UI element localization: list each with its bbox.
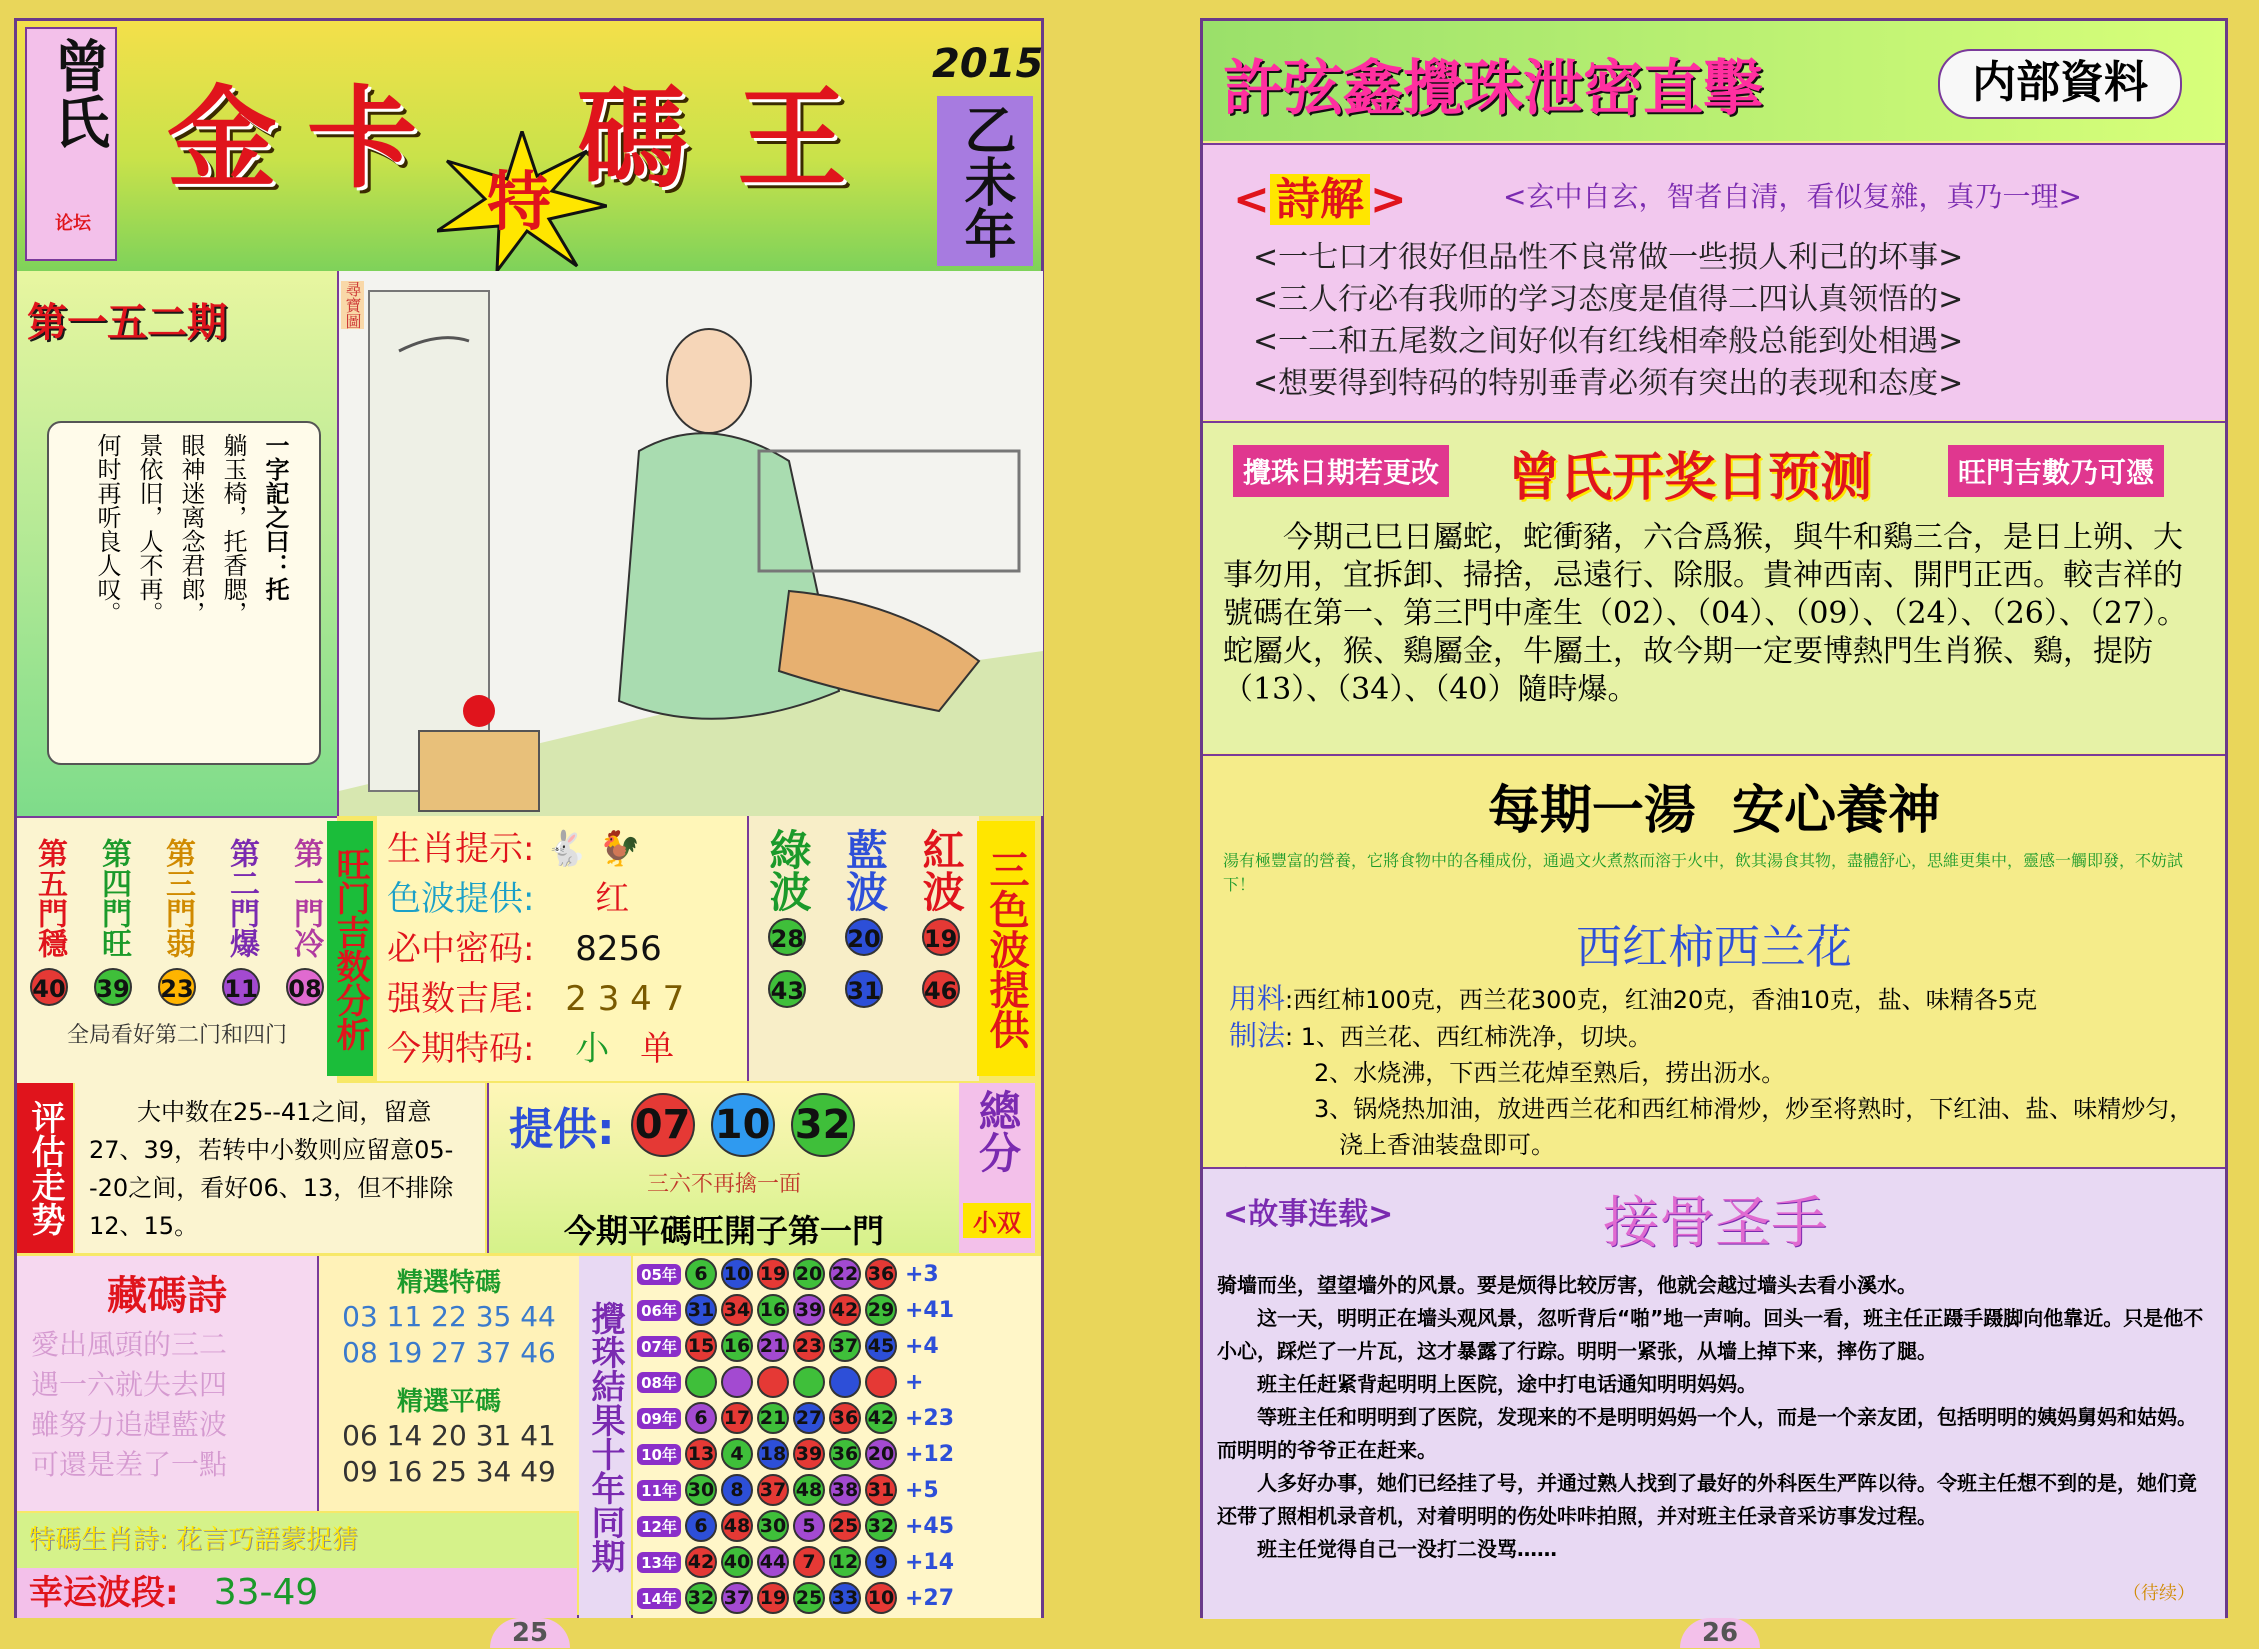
wave-ball: 19 [922, 918, 960, 956]
results-year: 09年 [637, 1408, 681, 1429]
hints-list [377, 816, 747, 1082]
gate-1-ball: 08 [286, 968, 324, 1006]
poem-section [1203, 143, 2225, 420]
results-special: +5 [905, 1477, 939, 1503]
dish-name: 西红柿西兰花 [1576, 920, 1852, 974]
hint-wave-key: 色波提供: [387, 879, 535, 919]
results-special: +12 [905, 1441, 955, 1467]
left-page [14, 18, 1044, 1618]
provide-sub: 三六不再擒一面 [646, 1172, 801, 1197]
results-year: 06年 [637, 1300, 681, 1321]
results-ball: 31 [685, 1294, 717, 1326]
zodiac-line: 特碼生肖詩: 花言巧語蒙捉猜 [17, 1513, 577, 1568]
lady-illustration-icon [339, 271, 1043, 816]
gate-2 [219, 828, 263, 1006]
results-ball: 10 [865, 1582, 897, 1614]
results-ball [757, 1366, 789, 1398]
hidden-poem-line: 雖努力追趕藍波 [31, 1408, 228, 1441]
hints-panel [377, 816, 747, 1081]
results-row [633, 1400, 1041, 1436]
results-ball: 36 [829, 1402, 861, 1434]
provide-panel [487, 1083, 959, 1253]
story-title: 接骨圣手 [1603, 1191, 1827, 1256]
provide-line: 今期平碼旺開子第一門 [563, 1212, 884, 1250]
ingredients-text: :西红柿100克，西兰花300克，红油20克，香油10克，盐、味精各5克 [1285, 986, 2038, 1014]
hint-wave [387, 874, 737, 924]
hint-wave-value: 红 [595, 879, 630, 919]
story-paragraph: 骑墙而坐，望望墙外的风景。要是烦得比较厉害，他就会越过墙头去看小溪水。 [1217, 1273, 1917, 1297]
results-ball: 42 [865, 1402, 897, 1434]
gates-panel [17, 816, 337, 1083]
hint-zodiac-key: 生肖提示: [387, 829, 535, 869]
results-row [633, 1508, 1041, 1544]
poem-tag-text: 詩解 [1270, 174, 1370, 225]
results-ball: 48 [721, 1510, 753, 1542]
results-ball: 42 [829, 1294, 861, 1326]
results-year: 05年 [637, 1264, 681, 1285]
right-page-number: 26 [1680, 1618, 1760, 1648]
results-ball: 39 [793, 1294, 825, 1326]
results-row [633, 1292, 1041, 1328]
results-ball: 20 [793, 1258, 825, 1290]
results-ball: 29 [865, 1294, 897, 1326]
special-pick-line: 08 19 27 37 46 [342, 1336, 556, 1369]
results-ball: 36 [865, 1258, 897, 1290]
wave-ball: 43 [768, 970, 806, 1008]
results-special: +4 [905, 1333, 939, 1359]
gate-2-label: 第二門爆 [224, 838, 259, 958]
soup-title: 每期一湯 安心養神 [1487, 781, 1941, 841]
results-ball: 40 [721, 1546, 753, 1578]
scroll-col-4: 景依旧，人不再。 [135, 433, 163, 625]
results-ball: 6 [685, 1258, 717, 1290]
waves-row-1 [749, 918, 979, 956]
gate-3-ball: 23 [158, 968, 196, 1006]
gate-2-ball: 11 [222, 968, 260, 1006]
results-row [633, 1364, 1041, 1400]
hint-code-key: 必中密码: [387, 929, 535, 969]
gates-row [17, 818, 337, 1006]
results-ball: 27 [793, 1402, 825, 1434]
results-row [633, 1436, 1041, 1472]
method-step: 2、水烧沸，下西兰花焯至熟后，捞出沥水。 [1314, 1059, 1786, 1087]
ingredients [1229, 981, 2199, 1018]
results-ball: 17 [721, 1402, 753, 1434]
gate-4 [91, 828, 135, 1006]
poem-tag: < 詩解 > [1233, 174, 1407, 225]
story-tag: <故事连载> [1223, 1197, 1394, 1232]
header-title: 許弦鑫攪珠泄密直擊 [1223, 54, 1763, 124]
provide-ball: 07 [631, 1093, 695, 1157]
treasure-map-label: 尋寶圖 [343, 281, 362, 329]
results-ball: 12 [829, 1546, 861, 1578]
hidden-poem-lines [17, 1321, 317, 1489]
results-ball: 6 [685, 1510, 717, 1542]
hidden-poem-line: 遇一六就失去四 [31, 1368, 228, 1401]
total-label: 總分 [973, 1089, 1022, 1173]
results-year: 11年 [637, 1480, 681, 1501]
year: 2015 [932, 41, 1044, 87]
tag-left: 攪珠日期若更改 [1233, 445, 1449, 497]
provide-ball: 32 [791, 1093, 855, 1157]
picks-panel [317, 1256, 579, 1511]
results-ball: 7 [793, 1546, 825, 1578]
lucky-band-value: 33-49 [213, 1572, 319, 1613]
results-label: 攪珠結果十年同期 [579, 1256, 631, 1618]
ingredients-label: 用料 [1229, 982, 1286, 1015]
poem-line: <一七口才很好但品性不良常做一些损人利己的坏事> [1253, 240, 1964, 275]
three-wave-label: 三色波提供 [977, 821, 1035, 1076]
provide-row [489, 1083, 959, 1167]
results-special: +14 [905, 1549, 955, 1575]
story-text [1217, 1269, 2207, 1566]
gate-5-label: 第五門穩 [32, 838, 67, 958]
left-header [17, 21, 1044, 271]
results-special: +3 [905, 1261, 939, 1287]
special-char: 特 [487, 166, 551, 240]
results-row [633, 1328, 1041, 1364]
wave-ball: 46 [922, 970, 960, 1008]
results-ball: 18 [757, 1438, 789, 1470]
hint-special-value2: 单 [640, 1029, 675, 1069]
lucky-analysis-label: 旺门吉数分析 [327, 821, 373, 1076]
gate-1 [283, 828, 327, 1006]
waves-panel [747, 816, 979, 1081]
wave-green-header: 綠波 [763, 828, 813, 912]
results-year: 07年 [637, 1336, 681, 1357]
results-ball: 23 [793, 1330, 825, 1362]
results-table [633, 1256, 1041, 1618]
story-paragraph: 班主任赶紧背起明明上医院，途中打电话通知明明妈妈。 [1257, 1372, 1757, 1396]
story-paragraph: 等班主任和明明到了医院，发现来的不是明明妈妈一个人，而是一个亲友团，包括明明的姨妈舅妈和姑妈。而明明的爷爷正在赶来。 [1217, 1405, 2197, 1462]
wave-ball: 28 [768, 918, 806, 956]
hidden-poem-line: 愛出風頭的三二 [31, 1328, 228, 1361]
total-value: 小双 [963, 1203, 1031, 1238]
results-ball [721, 1366, 753, 1398]
results-ball: 32 [685, 1582, 717, 1614]
title-char-2: 卡 [307, 74, 417, 203]
poem-line: <一二和五尾数之间好似有红线相牵般总能到处相遇> [1253, 324, 1964, 359]
right-page [1200, 18, 2228, 1618]
story-paragraph: 这一天，明明正在墙头观风景，忽听背后“啪”地一声响。回头一看，班主任正蹑手蹑脚向他靠近。只是他不小心，踩烂了一片瓦，这才暴露了行踪。明明一紧张，从墙上掉下来，摔伤了腿。 [1217, 1306, 2204, 1363]
hint-special [387, 1024, 737, 1074]
scroll-col-5: 何时再听良人叹。 [93, 433, 121, 625]
right-header [1203, 21, 2225, 141]
waves-row-2 [749, 970, 979, 1008]
results-year: 13年 [637, 1552, 681, 1573]
gate-4-label: 第四門旺 [96, 838, 131, 958]
results-ball: 34 [721, 1294, 753, 1326]
rooster-icon: 🐓 [598, 829, 641, 869]
wave-ball: 20 [845, 918, 883, 956]
results-ball: 30 [757, 1510, 789, 1542]
results-ball: 4 [721, 1438, 753, 1470]
rabbit-icon: 🐇 [545, 829, 588, 869]
trend-label: 评估走势 [17, 1083, 73, 1253]
results-ball: 45 [865, 1330, 897, 1362]
results-ball: 44 [757, 1546, 789, 1578]
waves-headers [749, 816, 979, 912]
wave-red-header: 紅波 [916, 828, 966, 912]
results-year: 14年 [637, 1588, 681, 1609]
results-row [633, 1256, 1041, 1292]
flat-pick-line: 09 16 25 34 49 [342, 1455, 556, 1488]
results-ball: 25 [793, 1582, 825, 1614]
results-ball: 32 [865, 1510, 897, 1542]
gate-5-ball: 40 [30, 968, 68, 1006]
brand-top: 曾氏 [45, 37, 110, 149]
scroll-col-1: 一字記之曰：托 [261, 433, 290, 601]
soup-section [1203, 754, 2225, 1166]
special-pick-line: 03 11 22 35 44 [342, 1300, 556, 1333]
predict-section [1203, 421, 2225, 753]
results-ball: 37 [721, 1582, 753, 1614]
results-ball: 36 [829, 1438, 861, 1470]
results-special: + [905, 1369, 924, 1395]
gates-note: 全局看好第二门和四门 [66, 1023, 287, 1048]
results-ball: 25 [829, 1510, 861, 1542]
results-row [633, 1472, 1041, 1508]
results-ball: 22 [829, 1258, 861, 1290]
hint-tail-value: 2 3 4 7 [565, 979, 685, 1019]
special-pick-title: 精選特碼 [396, 1268, 501, 1298]
tag-right: 旺門吉數乃可憑 [1948, 445, 2164, 497]
results-ball: 13 [685, 1438, 717, 1470]
hidden-poem-panel [17, 1256, 317, 1511]
provide-label: 提供: [509, 1104, 615, 1155]
lucky-band [17, 1568, 577, 1618]
results-special: +23 [905, 1405, 955, 1431]
results-row [633, 1544, 1041, 1580]
scroll-text [89, 433, 293, 753]
gate-5 [27, 828, 71, 1006]
results-rows [633, 1256, 1041, 1616]
provide-ball: 10 [711, 1093, 775, 1157]
results-ball [793, 1366, 825, 1398]
results-ball [685, 1366, 717, 1398]
gate-4-ball: 39 [94, 968, 132, 1006]
results-ball: 19 [757, 1582, 789, 1614]
issue-number: 第一五二期 [27, 300, 227, 346]
story-paragraph: 人多好办事，她们已经挂了号，并通过熟人找到了最好的外科医生严阵以待。令班主任想不到的是，她们竟还带了照相机录音机，对着明明的伤处咔咔拍照，并对班主任录音采访事发过程。 [1217, 1471, 2197, 1528]
results-ball: 30 [685, 1474, 717, 1506]
poem-line: <想要得到特码的特别垂青必须有突出的表现和态度> [1253, 366, 1964, 401]
poem-line: <三人行必有我师的学习态度是值得二四认真领悟的> [1253, 282, 1964, 317]
title-char-3: 碼 [577, 74, 687, 203]
results-ball: 39 [793, 1438, 825, 1470]
results-special: +45 [905, 1513, 955, 1539]
poem-lines [1253, 237, 1963, 405]
results-ball: 20 [865, 1438, 897, 1470]
title-char-4: 王 [737, 74, 847, 203]
issue-panel [17, 271, 337, 816]
results-ball: 37 [829, 1330, 861, 1362]
scroll-col-2: 躺玉椅，托香腮， [219, 433, 247, 625]
hint-code [387, 924, 737, 974]
story-section [1203, 1167, 2225, 1619]
results-ball: 6 [685, 1402, 717, 1434]
method-step: 3、锅烧热加油，放进西兰花和西红柿滑炒，炒至将熟时，下红油、盐、味精炒匀， [1314, 1095, 2194, 1123]
method-step: : 1、西兰花、西红柿洗净，切块。 [1285, 1023, 1652, 1051]
hint-code-value: 8256 [575, 929, 662, 969]
gate-1-label: 第一門冷 [288, 838, 323, 958]
hint-tail-key: 强数吉尾: [387, 979, 535, 1019]
results-ball: 33 [829, 1582, 861, 1614]
year-cn: 乙未年 [937, 96, 1033, 266]
results-ball: 19 [757, 1258, 789, 1290]
results-ball: 5 [793, 1510, 825, 1542]
left-page-number: 25 [490, 1618, 570, 1648]
results-row [633, 1580, 1041, 1616]
method-label: 制法 [1229, 1019, 1286, 1052]
to-be-continued: （待续） [2123, 1583, 2195, 1604]
scroll [47, 421, 321, 765]
poem-quote: <玄中自玄，智者自清，看似复雜，真乃一理> [1503, 180, 2082, 213]
hint-special-key: 今期特码: [387, 1029, 535, 1069]
hidden-poem-title: 藏碼詩 [107, 1273, 227, 1319]
trend-text: 大中数在25--41之间，留意27、39，若转中小数则应留意05--20之间，看好06、13，但不排除12、15。 [75, 1083, 485, 1253]
title-char-1: 金 [167, 74, 277, 203]
results-ball: 42 [685, 1546, 717, 1578]
story-paragraph: 班主任觉得自己一没打二没骂…… [1257, 1537, 1557, 1561]
results-ball: 31 [865, 1474, 897, 1506]
results-ball: 10 [721, 1258, 753, 1290]
results-ball: 16 [757, 1294, 789, 1326]
results-ball: 48 [793, 1474, 825, 1506]
results-ball: 21 [757, 1402, 789, 1434]
hidden-poem-line: 可還是差了一點 [31, 1448, 228, 1481]
predict-text: 今期己巳日屬蛇，蛇衝豬，六合爲猴，與牛和鷄三合，是日上朔、大事勿用，宜拆卸、掃捨，忌遠行、除服。貴神西南、開門正西。較吉祥的號碼在第一、第三門中產生（02）、（04）、（09）、（24）、（26）、（27）。蛇屬火，猴、鷄屬金，牛屬土，故今期一定要博熱門生肖猴、鷄，提防（13）、（34）、（40）隨時爆。 [1223, 520, 2188, 707]
lucky-band-label: 幸运波段: [29, 1573, 179, 1613]
results-special: +27 [905, 1585, 955, 1611]
flat-pick-line: 06 14 20 31 41 [342, 1419, 556, 1452]
wave-ball: 31 [845, 970, 883, 1008]
flat-pick-title: 精選平碼 [396, 1387, 501, 1417]
results-ball: 38 [829, 1474, 861, 1506]
results-year: 10年 [637, 1444, 681, 1465]
results-ball: 16 [721, 1330, 753, 1362]
hint-zodiac [387, 824, 737, 874]
results-ball: 15 [685, 1330, 717, 1362]
brand-bottom: 论坛 [55, 213, 91, 234]
illustration [337, 271, 1043, 816]
predict-title: 曾氏开奖日预测 [1508, 448, 1873, 508]
hint-tail [387, 974, 737, 1024]
gate-3-label: 第三門弱 [160, 838, 195, 958]
internal-badge: 内部資料 [1938, 49, 2182, 119]
total-panel [959, 1083, 1035, 1253]
results-special: +41 [905, 1297, 955, 1323]
results-year: 12年 [637, 1516, 681, 1537]
results-ball [829, 1366, 861, 1398]
wave-blue-header: 藍波 [839, 828, 889, 912]
soup-intro: 湯有極豐富的營養，它將食物中的各種成份，通過文火煮熬而溶于火中，飲其湯食其物，盡體舒心，思維更集中，靈感一觸即發，不妨試下！ [1223, 851, 2184, 894]
scroll-col-3: 眼神迷离念君郎， [177, 433, 205, 625]
gate-3 [155, 828, 199, 1006]
method-step: 浇上香油装盘即可。 [1339, 1131, 1555, 1159]
hint-special-value: 小 [575, 1029, 610, 1069]
results-ball: 8 [721, 1474, 753, 1506]
results-ball [865, 1366, 897, 1398]
results-ball: 21 [757, 1330, 789, 1362]
results-year: 08年 [637, 1372, 681, 1393]
method [1229, 1018, 2199, 1055]
brand-box [25, 27, 117, 261]
results-ball: 37 [757, 1474, 789, 1506]
results-ball: 9 [865, 1546, 897, 1578]
